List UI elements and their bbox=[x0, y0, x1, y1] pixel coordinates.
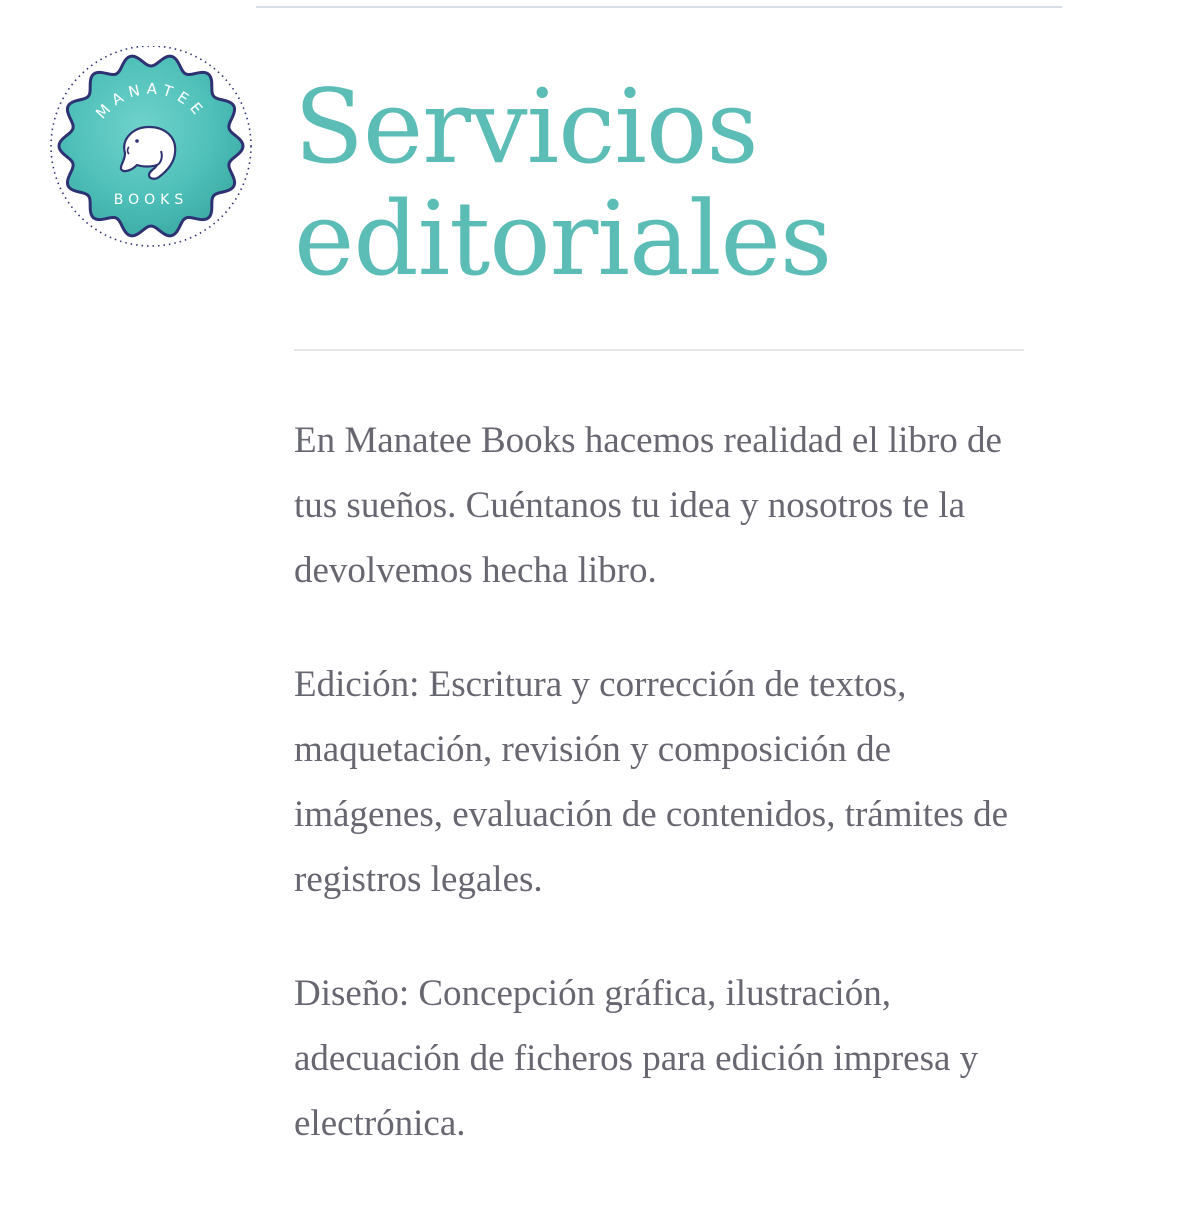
logo-top-text: MANATEE bbox=[92, 79, 210, 123]
top-divider bbox=[256, 0, 1062, 8]
title-divider bbox=[294, 349, 1024, 351]
page-content bbox=[294, 408, 1034, 1205]
logo-badge bbox=[46, 46, 256, 256]
diseno-paragraph: Diseño: Concepción gráfica, ilustración, adecuación de ficheros para edición impresa y electrónica. bbox=[294, 973, 979, 1144]
logo-bottom-text: BOOKS bbox=[113, 192, 189, 208]
intro-paragraph: En Manatee Books hacemos realidad el libro de tus sueños. Cuéntanos tu idea y nosotros te la devolvemos hecha libro. bbox=[294, 420, 1002, 591]
edicion-paragraph: Edición: Escritura y corrección de textos, maquetación, revisión y composición de imágenes, evaluación de contenidos, trámites de registros legales. bbox=[294, 664, 1009, 900]
page-title: Servicios editoriales bbox=[294, 68, 832, 299]
manatee-books-logo[interactable] bbox=[46, 46, 256, 256]
